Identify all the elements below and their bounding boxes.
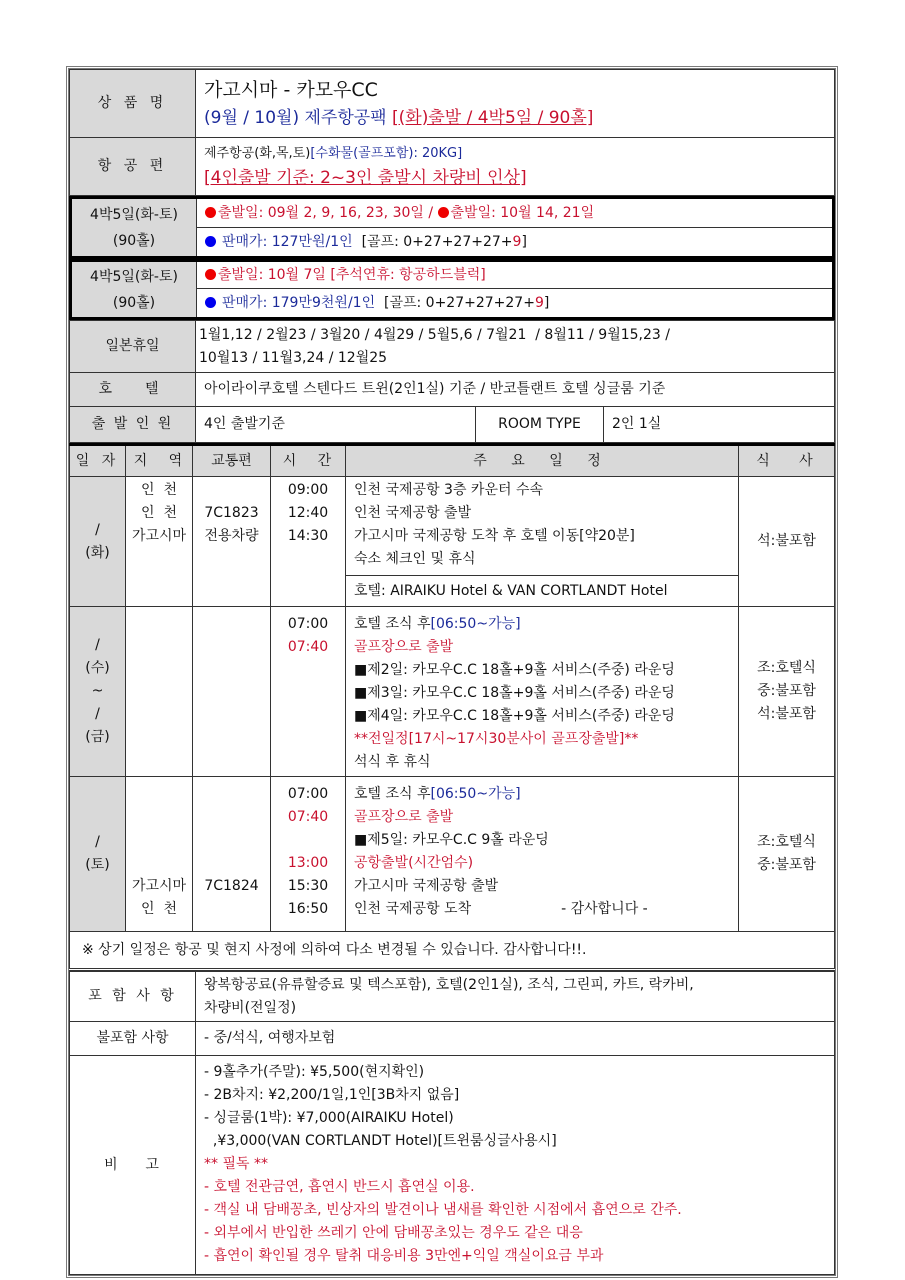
day-1-date-slash: / [95,521,100,538]
date-part: (수) [85,660,110,676]
included-cell [196,972,835,1022]
package-2-departures [197,261,834,289]
date-part: / [95,834,100,850]
date-part: / [95,706,100,722]
time: 15:30 [287,878,329,894]
product-row [70,70,835,138]
day-5-schedule [346,777,739,932]
package-2-price: 판매가: 179만9천원/1인 [222,294,376,311]
region: 인 천 [141,505,177,521]
schedule-item: 숙소 체크인 및 휴식 [354,551,476,567]
remark-line: - 객실 내 담배꽁초, 빈상자의 발견이나 냄새를 확인한 시점에서 흡연으로 간주. [204,1202,682,1218]
header-region: 지 역 [126,445,193,477]
arrival: 인천 국제공항 도착 [354,901,472,917]
package-2-departure: 출발일: 10월 7일 [추석연휴: 항공하드블럭] [218,266,486,283]
package-2-price-row [197,289,834,319]
excluded-label: 불포함 사항 [70,1022,196,1056]
round-item: ■제4일: 카모우C.C 18홀+9홀 서비스(주중) 라운딩 [354,708,675,724]
package-1-price-row [197,228,834,258]
airline-warning: [4인출발 기준: 2~3인 출발시 차량비 인상] [204,168,527,188]
schedule-item: 골프장으로 출발 [354,639,454,655]
remark-line: ,¥3,000(VAN CORTLANDT Hotel)[트윈룸싱글사용시] [204,1133,557,1149]
airline-name: 제주항공(화,목,토) [204,146,311,161]
time: 07:00 [287,786,329,802]
holidays-line2: 10월13 / 11월3,24 / 12월25 [199,349,388,366]
remark-line: - 외부에서 반입한 쓰레기 안에 담배꽁초있는 경우도 같은 대응 [204,1225,583,1241]
blue-dot-icon [205,236,216,247]
package-1-label [71,198,197,258]
package-1-price: 판매가: 127만원/1인 [222,233,353,250]
schedule-item: 인천 국제공항 3층 카운터 수속 [354,482,543,498]
transport: 전용차량 [204,528,259,544]
itinerary-day-1 [70,477,835,576]
schedule-note: **전일정[17시~17시30분사이 골프장출발]** [354,731,639,747]
itinerary-day-5 [70,777,835,932]
notice-text: ※ 상기 일정은 항공 및 현지 사정에 의하여 다소 변경될 수 있습니다. 감사합니다!!. [70,932,835,970]
day-1-regions [126,477,193,607]
breakfast: 호텔 조식 후 [354,786,431,802]
transport [201,479,262,502]
time: 07:00 [287,616,329,632]
itinerary-table [69,443,835,971]
people-label: 출 발 인 원 [70,407,196,443]
region: 가고시마 [131,878,187,894]
hotel-label: 호 텔 [70,373,196,407]
time: 16:50 [287,901,329,917]
region: 인 천 [141,482,177,498]
info-table [69,69,835,196]
date-part: (토) [85,857,110,873]
breakfast-note: [06:50~가능] [430,616,521,632]
round-item: ■제2일: 카모우C.C 18홀+9홀 서비스(주중) 라운딩 [354,662,675,678]
day-1-schedule [346,477,739,576]
schedule-item: 공항출발(시간엄수) [354,855,474,871]
itinerary-day-2-4 [70,607,835,777]
day-1-weekday: (화) [85,544,110,561]
hotel-row [70,373,835,407]
header-time: 시 간 [271,445,346,477]
holidays-line1: 1월1,12 / 2월23 / 3월20 / 4월29 / 5월5,6 / 7월21 / 8월11 / 9월15,23 / [199,326,670,343]
day-2-4-meals [739,607,835,777]
remarks-cell [196,1056,835,1275]
meal: 중:불포함 [757,857,816,873]
red-dot-icon [205,269,216,280]
package-2-golf: [골프: 0+27+27+27+ [375,294,535,311]
thanks-note: - 감사합니다 - [561,901,648,917]
red-dot-icon [205,207,216,218]
package-1-holes: (90홀) [112,232,156,249]
schedule-item: 골프장으로 출발 [354,809,454,825]
day-1-hotel: 호텔: AIRAIKU Hotel & VAN CORTLANDT Hotel [346,576,739,607]
package-2-golf-last: 9 [534,294,544,311]
time: 07:40 [287,639,329,655]
header-date: 일 자 [70,445,126,477]
time: 14:30 [287,528,329,544]
package-1-departure-oct: 출발일: 10월 14, 21일 [450,204,595,221]
flight-number: 7C1823 [204,505,259,521]
day-5-date [70,777,126,932]
tour-document [66,66,838,1278]
excluded-row [70,1022,835,1056]
product-name: 가고시마 - 카모우CC [204,78,378,101]
people-row [70,407,835,443]
package-1 [69,196,835,259]
day-5-times [271,777,346,932]
schedule-item: 인천 국제공항 출발 [354,505,472,521]
product-label: 상 품 명 [70,70,196,138]
breakfast-note: [06:50~가능] [430,786,521,802]
included-row [70,972,835,1022]
room-type-label: ROOM TYPE [476,407,604,443]
holidays-label: 일본휴일 [70,321,196,373]
package-1-golf-close: ] [521,233,527,250]
date-part: / [95,637,100,653]
meal: 석:불포함 [757,533,816,549]
remarks-row [70,1056,835,1275]
package-2-golf-close: ] [543,294,550,311]
package-1-golf-last: 9 [512,233,522,250]
included-line2: 차량비(전일정) [204,999,297,1016]
region: 가고시마 [131,528,187,544]
remark-line: - 2B차지: ¥2,200/1일,1인[3B차지 없음] [204,1087,460,1103]
package-2-label [71,261,197,319]
holidays-row [70,321,835,373]
red-dot-icon [438,207,449,218]
package-1-golf: [골프: 0+27+27+27+ [352,233,513,250]
day-5-transport [193,777,271,932]
meal: 중:불포함 [757,683,816,699]
breakfast: 호텔 조식 후 [354,616,431,632]
notice-row [70,932,835,970]
meal: 조:호텔식 [757,660,816,676]
airline-row [70,138,835,196]
day-5-regions [126,777,193,932]
time: 13:00 [287,855,329,871]
airline-label: 항 공 편 [70,138,196,196]
header-schedule: 주 요 일 정 [346,445,739,477]
package-1-departures [197,198,834,228]
included-line1: 왕복항공료(유류할증료 및 텍스포함), 호텔(2인1실), 조식, 그린피, 카트, 락카비, [204,976,694,993]
time: 12:40 [287,505,329,521]
header-meals: 식 사 [739,445,835,477]
included-label: 포 함 사 항 [70,972,196,1022]
room-type-value: 2인 1실 [604,407,835,443]
schedule-item [354,613,730,636]
terms-table [69,971,835,1275]
day-1-meals [739,477,835,607]
package-2-holes: (90홀) [112,294,156,311]
day-2-4-regions [126,607,193,777]
remark-line: - 9홀추가(주말): ¥5,500(현지확인) [204,1064,425,1080]
day-2-4-times [271,607,346,777]
schedule-item: 석식 후 휴식 [354,754,431,770]
product-cell [196,70,835,138]
remark-must-read: ** 필독 ** [204,1156,268,1172]
round-item: ■제3일: 카모우C.C 18홀+9홀 서비스(주중) 라운딩 [354,685,675,701]
package-1-departure-sep: 출발일: 09월 2, 9, 16, 23, 30일 / [218,204,438,221]
airline-cell [196,138,835,196]
time: 09:00 [287,482,329,498]
product-subtitle-blue: (9월 / 10월) 제주항공팩 [204,107,393,128]
hotel-value: 아이라이쿠호텔 스텐다드 트윈(2인1실) 기준 / 반코틀랜트 호텔 싱글룸 기준 [196,373,835,407]
day-1-times [271,477,346,607]
people-value: 4인 출발기준 [196,407,476,443]
meal: 조:호텔식 [757,834,816,850]
itinerary-header [70,445,835,477]
baggage-note: [수화물(골프포함): 20KG] [310,146,463,161]
header-transport: 교통편 [193,445,271,477]
remark-line: - 호텔 전관금연, 흡연시 반드시 흡연실 이용. [204,1179,475,1195]
excluded-value: - 중/석식, 여행자보험 [196,1022,835,1056]
holidays-cell [196,321,835,373]
day-5-meals [739,777,835,932]
schedule-item [354,898,730,921]
blue-dot-icon [205,297,216,308]
remark-line: - 흡연이 확인될 경우 탈취 대응비용 3만엔+익일 객실이요금 부과 [204,1248,604,1264]
date-part: ~ [91,683,104,699]
schedule-item: 가고시마 국제공항 도착 후 호텔 이동[약20분] [354,528,635,544]
product-subtitle [204,104,826,132]
package-2-duration: 4박5일(화-토) [90,268,178,285]
flight-number: 7C1824 [204,878,259,894]
remarks-label: 비 고 [70,1056,196,1275]
product-subtitle-red: [(화)출발 / 4박5일 / 90홀] [392,107,594,128]
schedule-item: 가고시마 국제공항 출발 [354,878,499,894]
day-2-4-date [70,607,126,777]
details-table [69,320,835,443]
day-2-4-schedule [346,607,739,777]
day-1-transport [193,477,271,607]
package-1-duration: 4박5일(화-토) [90,206,178,223]
day-1-date [70,477,126,607]
airline-line1 [204,142,826,165]
round-item: ■제5일: 카모우C.C 9홀 라운딩 [354,832,549,848]
remark-line: - 싱글룸(1박): ¥7,000(AIRAIKU Hotel) [204,1110,454,1126]
day-2-4-transport [193,607,271,777]
date-part: (금) [85,729,110,745]
meal: 석:불포함 [757,706,816,722]
region: 인 천 [141,901,177,917]
time: 07:40 [287,809,329,825]
schedule-item [354,783,730,806]
package-2 [69,259,835,320]
